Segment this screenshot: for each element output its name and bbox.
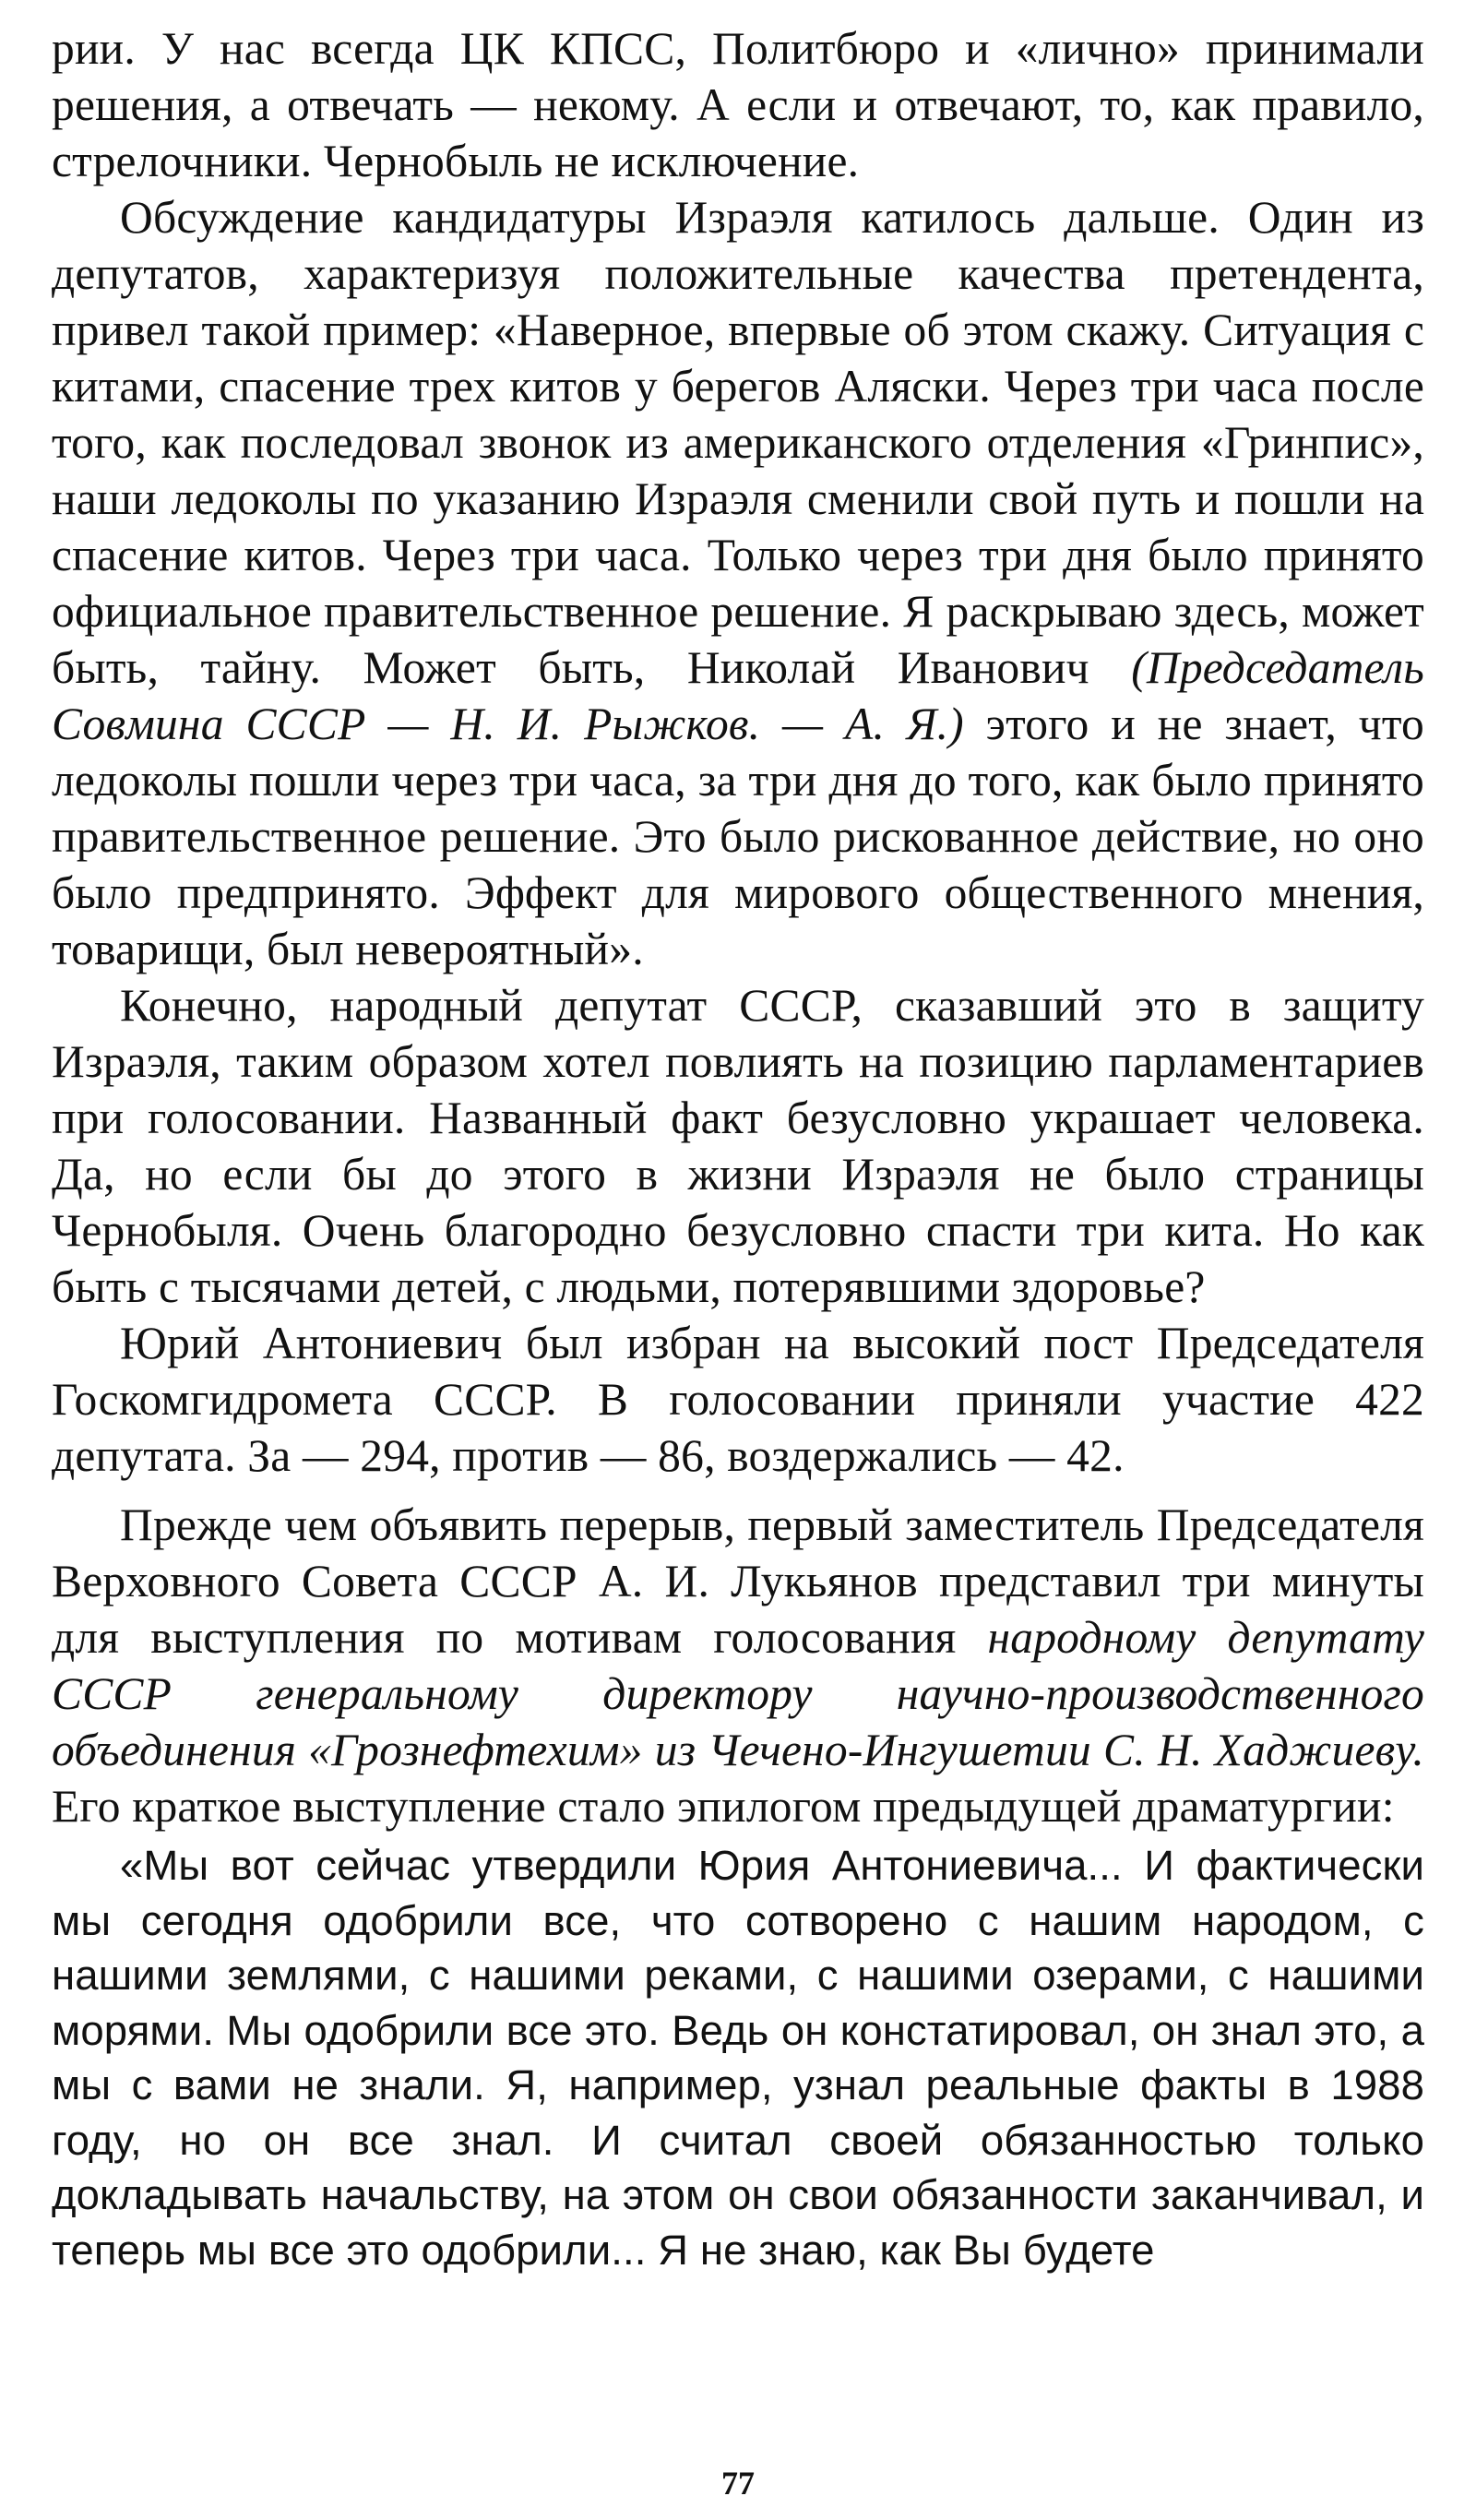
paragraph: [52, 1497, 1424, 1834]
page-body: [52, 20, 1424, 2277]
body-text: Прежде чем объявить перерыв, первый заместитель Председателя Верховного Совета СССР А. И. Лукьянов представил три минуты для выступления по мотивам голосования: [52, 1499, 1424, 1663]
body-text: Конечно, народный депутат СССР, сказавший это в защиту Израэля, таким образом хотел повлиять на позицию парламентариев при голосовании. Названный факт безусловно украшает человека. Да, но если бы до этого в жизни Израэля не было страницы Чернобыля. Очень благородно безусловно спасти три кита. Но как быть с тысячами детей, с людьми, потерявшими здоровье?: [52, 980, 1424, 1312]
body-text: Обсуждение кандидатуры Израэля катилось дальше. Один из депутатов, характеризуя положительные качества претендента, привел такой пример: «Наверное, впервые об этом скажу. Ситуация с китами, спасение трех китов у берегов Аляски. Через три часа после того, как последовал звонок из американского отделения «Гринпис», наши ледоколы по указанию Израэля сменили свой путь и пошли на спасение китов. Через три часа. Только через три дня было принято официальное правительственное решение. Я раскрываю здесь, может быть, тайну. Может быть, Николай Иванович: [52, 192, 1424, 693]
paragraph: [52, 1315, 1424, 1484]
paragraph: [52, 977, 1424, 1315]
text-body: [52, 20, 1424, 1834]
paragraph: [52, 20, 1424, 189]
body-text: этого и не знает, что ледоколы пошли через три часа, за три дня до того, как было принято правительственное решение. Это было рискованное действие, но оно было предпринято. Эффект для мирового общественного мнения, товарищи, был невероятный».: [52, 699, 1425, 974]
body-text: Его краткое выступление стало эпилогом предыдущей драматургии:: [52, 1781, 1395, 1832]
body-text: рии. У нас всегда ЦК КПСС, Политбюро и «лично» принимали решения, а отвечать — некому. А если и отвечают, то, как правило, стрелочники. Чернобыль не исключение.: [52, 23, 1424, 186]
paragraph: [52, 189, 1424, 977]
italic-text: народному депутату СССР генеральному директору научно-производственного объединения «Грознефтехим» из Чечено-Ингушетии С. Н. Хаджиеву.: [52, 1612, 1424, 1775]
italic-text: (Председатель Совмина СССР — Н. И. Рыжков. — А. Я.): [52, 642, 1424, 749]
body-text: Юрий Антониевич был избран на высокий пост Председателя Госкомгидромета СССР. В голосовании приняли участие 422 депутата. За — 294, против — 86, воздержались — 42.: [52, 1318, 1424, 1481]
quotation-block: «Мы вот сейчас утвердили Юрия Антониевича... И фактически мы сегодня одобрили все, что сотворено с нашим народом, с нашими землями, с нашими реками, с нашими озерами, с нашими морями. Мы одобрили все это. Ведь он констатировал, он знал это, а мы с вами не знали. Я, например, узнал реальные факты в 1988 году, но он все знал. И считал своей обязанностью только докладывать начальству, на этом он свои обязанности заканчивал, и теперь мы все это одобрили... Я не знаю, как Вы будете: [52, 1842, 1424, 2274]
page-number: 77: [721, 2465, 755, 2502]
